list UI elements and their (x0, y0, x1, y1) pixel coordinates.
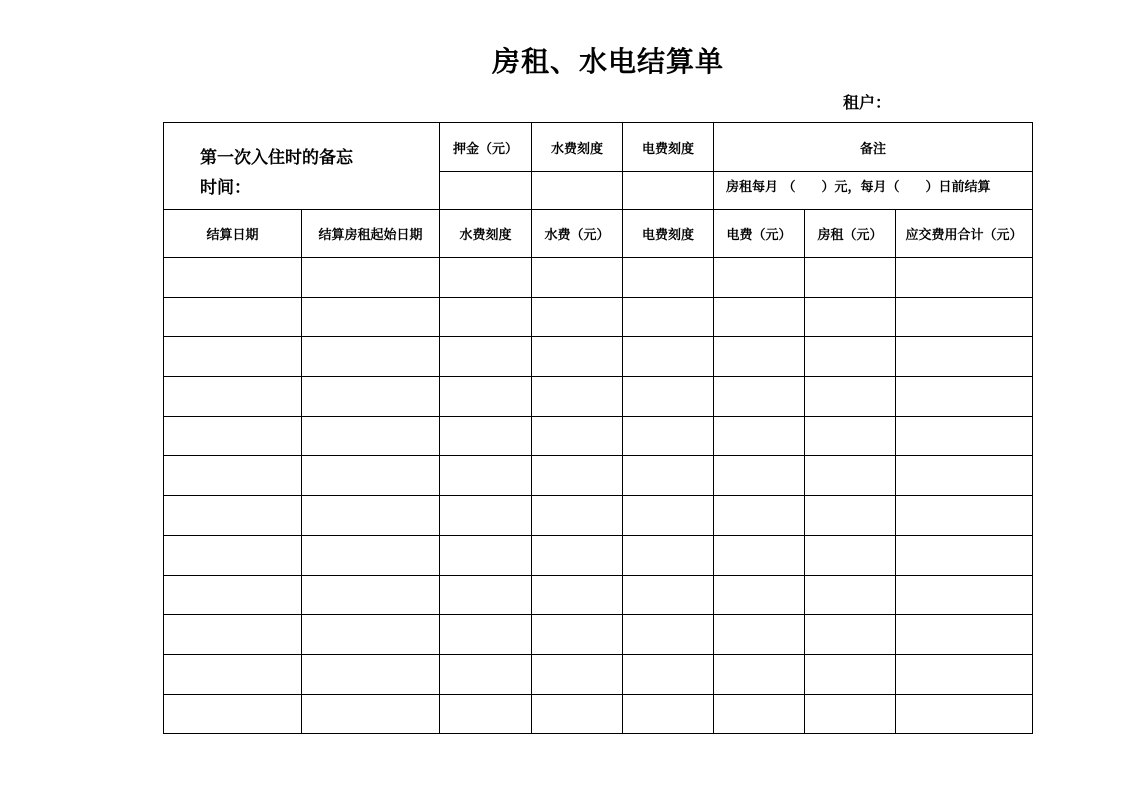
cell-rent[interactable] (805, 297, 896, 337)
cell-rent-start-date[interactable] (302, 337, 440, 377)
cell-electric-fee[interactable] (714, 615, 805, 655)
cell-electric-meter[interactable] (623, 456, 714, 496)
col-header-settlement-date: 结算日期 (164, 210, 302, 258)
remarks-text: 房租每月 （ ）元，每月（ ）日前结算 (726, 180, 991, 195)
cell-electric-fee[interactable] (714, 297, 805, 337)
col-header-total-due: 应交费用合计（元） (896, 210, 1033, 258)
cell-rent[interactable] (805, 258, 896, 298)
cell-electric-meter[interactable] (623, 416, 714, 456)
water-meter-value-cell[interactable] (532, 172, 623, 210)
cell-settlement-date[interactable] (164, 258, 302, 298)
cell-electric-fee[interactable] (714, 416, 805, 456)
cell-water-meter[interactable] (440, 575, 532, 615)
cell-rent-start-date[interactable] (302, 654, 440, 694)
header-row-top (164, 123, 1033, 172)
cell-water-fee[interactable] (532, 416, 623, 456)
cell-rent-start-date[interactable] (302, 416, 440, 456)
cell-electric-meter[interactable] (623, 297, 714, 337)
cell-water-fee[interactable] (532, 456, 623, 496)
cell-rent-start-date[interactable] (302, 377, 440, 417)
cell-settlement-date[interactable] (164, 377, 302, 417)
cell-water-meter[interactable] (440, 297, 532, 337)
cell-rent-start-date[interactable] (302, 535, 440, 575)
settlement-table (163, 122, 1033, 734)
cell-total-due[interactable] (896, 694, 1033, 734)
table-row (164, 337, 1033, 377)
cell-water-meter[interactable] (440, 337, 532, 377)
col-header-rent: 房租（元） (805, 210, 896, 258)
cell-electric-meter[interactable] (623, 258, 714, 298)
cell-total-due[interactable] (896, 615, 1033, 655)
table-row (164, 456, 1033, 496)
deposit-value-cell[interactable] (440, 172, 532, 210)
cell-total-due[interactable] (896, 258, 1033, 298)
memo-time-label: 时间： (200, 178, 251, 198)
cell-electric-fee[interactable] (714, 337, 805, 377)
col-header-water-fee: 水费（元） (532, 210, 623, 258)
cell-settlement-date[interactable] (164, 615, 302, 655)
cell-electric-meter[interactable] (623, 575, 714, 615)
cell-water-meter[interactable] (440, 258, 532, 298)
cell-water-fee[interactable] (532, 654, 623, 694)
cell-total-due[interactable] (896, 337, 1033, 377)
cell-rent[interactable] (805, 377, 896, 417)
table-row (164, 615, 1033, 655)
cell-electric-fee[interactable] (714, 535, 805, 575)
cell-water-meter[interactable] (440, 535, 532, 575)
table-row (164, 297, 1033, 337)
memo-title: 第一次入住时的备忘 (200, 148, 353, 168)
cell-total-due[interactable] (896, 456, 1033, 496)
table-row (164, 694, 1033, 734)
cell-water-fee[interactable] (532, 258, 623, 298)
cell-total-due[interactable] (896, 496, 1033, 536)
cell-electric-fee[interactable] (714, 575, 805, 615)
cell-total-due[interactable] (896, 297, 1033, 337)
cell-total-due[interactable] (896, 416, 1033, 456)
table-row (164, 416, 1033, 456)
column-header-row (164, 210, 1033, 258)
cell-electric-meter[interactable] (623, 535, 714, 575)
electric-meter-header: 电费刻度 (623, 123, 714, 172)
cell-rent[interactable] (805, 337, 896, 377)
cell-total-due[interactable] (896, 535, 1033, 575)
table-row (164, 258, 1033, 298)
cell-electric-meter[interactable] (623, 615, 714, 655)
cell-settlement-date[interactable] (164, 416, 302, 456)
cell-water-fee[interactable] (532, 575, 623, 615)
move-in-memo-cell (164, 123, 440, 210)
cell-water-meter[interactable] (440, 654, 532, 694)
cell-rent-start-date[interactable] (302, 258, 440, 298)
cell-rent[interactable] (805, 615, 896, 655)
water-meter-header: 水费刻度 (532, 123, 623, 172)
cell-settlement-date[interactable] (164, 575, 302, 615)
cell-rent-start-date[interactable] (302, 496, 440, 536)
cell-electric-fee[interactable] (714, 258, 805, 298)
cell-water-fee[interactable] (532, 615, 623, 655)
cell-total-due[interactable] (896, 575, 1033, 615)
cell-electric-fee[interactable] (714, 496, 805, 536)
cell-rent-start-date[interactable] (302, 615, 440, 655)
cell-electric-fee[interactable] (714, 456, 805, 496)
col-header-water-meter: 水费刻度 (440, 210, 532, 258)
cell-water-meter[interactable] (440, 416, 532, 456)
cell-rent[interactable] (805, 456, 896, 496)
cell-settlement-date[interactable] (164, 535, 302, 575)
cell-settlement-date[interactable] (164, 456, 302, 496)
cell-rent[interactable] (805, 535, 896, 575)
deposit-header: 押金（元） (440, 123, 532, 172)
cell-electric-fee[interactable] (714, 377, 805, 417)
cell-water-meter[interactable] (440, 377, 532, 417)
cell-electric-meter[interactable] (623, 377, 714, 417)
remarks-header: 备注 (714, 123, 1033, 172)
cell-rent[interactable] (805, 496, 896, 536)
cell-rent[interactable] (805, 575, 896, 615)
cell-electric-meter[interactable] (623, 337, 714, 377)
col-header-rent-start-date: 结算房租起始日期 (302, 210, 440, 258)
table-row (164, 654, 1033, 694)
cell-rent-start-date[interactable] (302, 575, 440, 615)
remarks-value-cell[interactable] (714, 172, 1033, 210)
electric-meter-value-cell[interactable] (623, 172, 714, 210)
cell-total-due[interactable] (896, 377, 1033, 417)
table-row (164, 575, 1033, 615)
cell-settlement-date[interactable] (164, 337, 302, 377)
tenant-label: 租户： (843, 93, 892, 112)
cell-settlement-date[interactable] (164, 496, 302, 536)
cell-electric-fee[interactable] (714, 694, 805, 734)
cell-water-fee[interactable] (532, 337, 623, 377)
cell-water-fee[interactable] (532, 496, 623, 536)
cell-water-fee[interactable] (532, 377, 623, 417)
cell-water-fee[interactable] (532, 694, 623, 734)
cell-rent[interactable] (805, 694, 896, 734)
cell-rent[interactable] (805, 654, 896, 694)
cell-water-meter[interactable] (440, 456, 532, 496)
cell-water-meter[interactable] (440, 496, 532, 536)
table-row (164, 377, 1033, 417)
cell-rent-start-date[interactable] (302, 297, 440, 337)
settlement-table-body (164, 123, 1033, 734)
cell-water-meter[interactable] (440, 694, 532, 734)
table-row (164, 535, 1033, 575)
cell-total-due[interactable] (896, 654, 1033, 694)
table-row (164, 496, 1033, 536)
cell-water-meter[interactable] (440, 615, 532, 655)
cell-electric-meter[interactable] (623, 694, 714, 734)
cell-rent-start-date[interactable] (302, 456, 440, 496)
cell-water-fee[interactable] (532, 535, 623, 575)
cell-settlement-date[interactable] (164, 694, 302, 734)
cell-electric-fee[interactable] (714, 654, 805, 694)
page-title: 房租、水电结算单 (491, 45, 724, 78)
cell-rent[interactable] (805, 416, 896, 456)
col-header-electric-meter: 电费刻度 (623, 210, 714, 258)
cell-settlement-date[interactable] (164, 297, 302, 337)
col-header-electric-fee: 电费（元） (714, 210, 805, 258)
cell-settlement-date[interactable] (164, 654, 302, 694)
cell-water-fee[interactable] (532, 297, 623, 337)
cell-electric-meter[interactable] (623, 654, 714, 694)
cell-rent-start-date[interactable] (302, 694, 440, 734)
cell-electric-meter[interactable] (623, 496, 714, 536)
